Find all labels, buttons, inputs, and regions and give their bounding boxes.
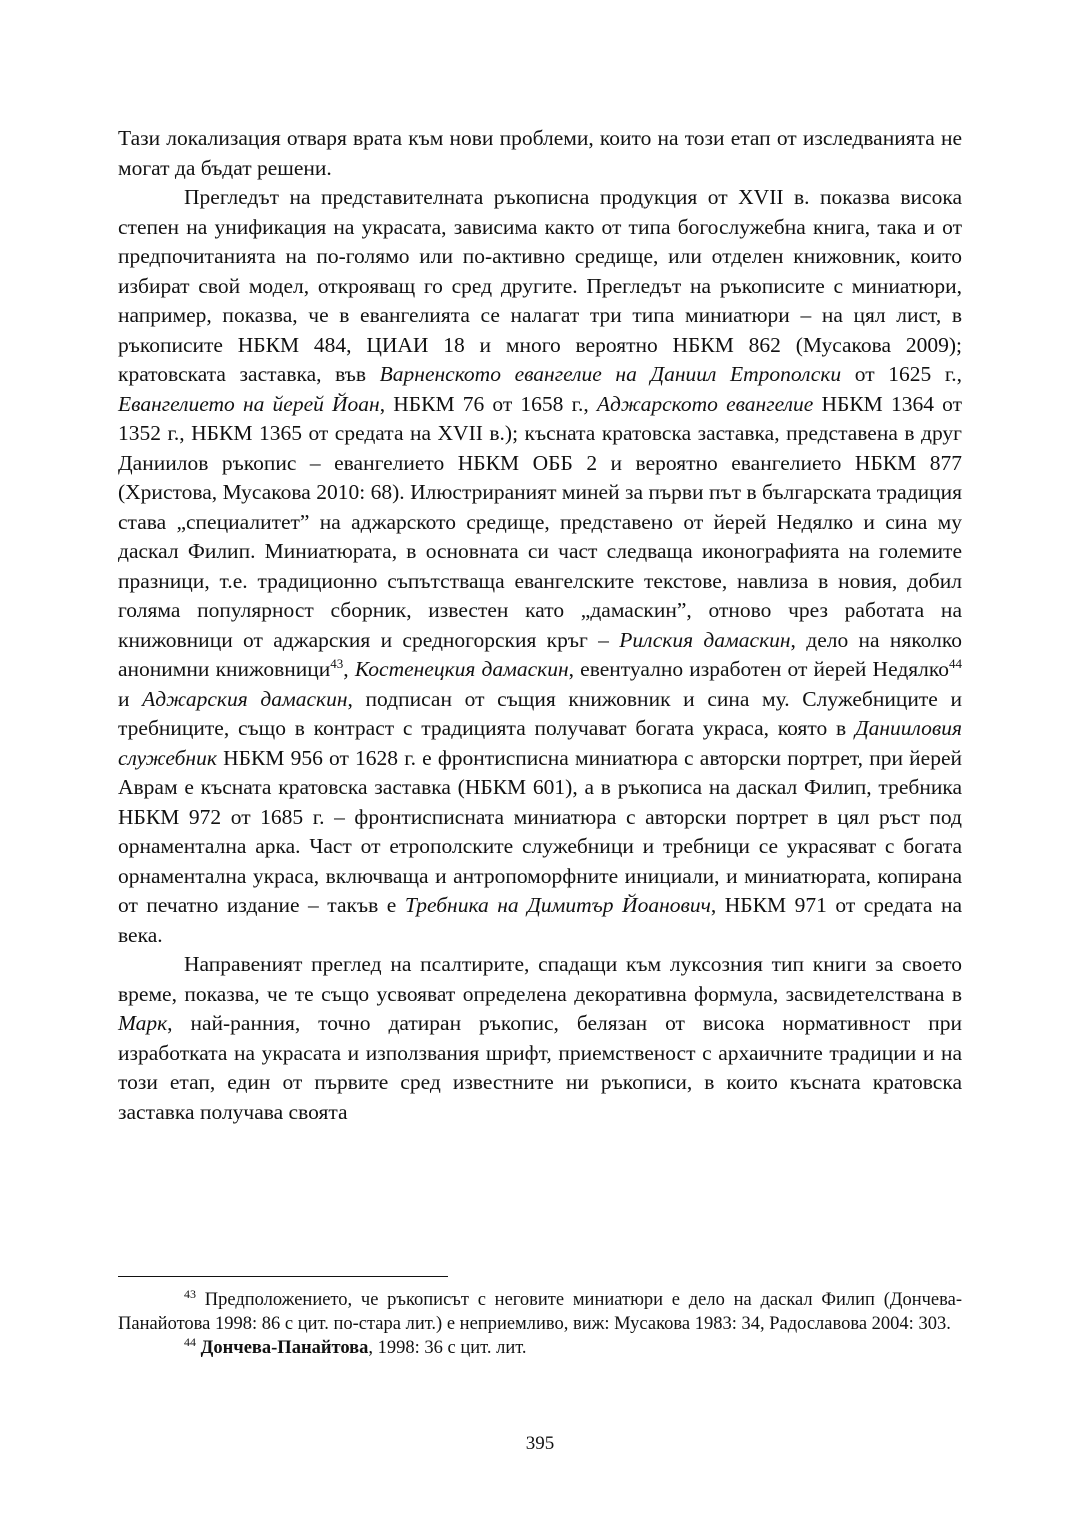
footnotes (118, 1288, 962, 1360)
text-run: и (118, 686, 143, 711)
text-run: , най-ранния, точно датиран ръкопис, белязан от висока нормативност при изработката на украсата и използвания шрифт, приемственост с архаичните традиции и на този етап, един от първите сред известните ни ръкописи, в които късната кратовска заставка получава своята (118, 1011, 962, 1124)
text-run: НБКМ 956 от 1628 г. е фронтисписна миниатюра с авторски портрет, при йерей Аврам е късната кратовска заставка (НБКМ 601), а в ръкописа на даскал Филип, требника НБКМ 972 от 1685 г. – фронтисписната миниатюра с авторски портрет в цял ръст под орнаментална арка. Част от етрополските служебници и требници се украсяват с богата орнаментална украса, включваща и антропоморфните инициали, и миниатюрата, копирана от печатно издание – такъв е (118, 745, 962, 917)
footnote-ref: 44 (184, 1334, 196, 1349)
italic-title: Варненското евангелие на Даниил Етрополски (379, 362, 842, 386)
italic-title: Евангелието на йерей Йоан (118, 391, 380, 416)
bold-author: Дончева-Панайтова (200, 1338, 369, 1358)
page-number: 395 (525, 1433, 555, 1454)
footnote-44 (118, 1336, 962, 1360)
document-page (118, 124, 962, 1127)
footnote-ref: 44 (948, 655, 962, 671)
text-run: Направеният преглед на псалтирите, спадащи към луксозния тип книги за своето време, показва, че те също усвояват определена декоративна формула, засвидетелствана в (118, 952, 962, 1006)
text-run: , евентуално изработен от йерей Недялко (568, 657, 949, 681)
text-run: , (343, 657, 355, 681)
italic-title: Аджарското евангелие (596, 391, 814, 416)
footnote-separator (118, 1276, 448, 1277)
text-run: НБКМ 1364 от 1352 г., НБКМ 1365 от средата на XVII в.); късната кратовска заставка, представена в друг Даниилов ръкопис – евангелието НБКМ ОББ 2 и вероятно евангелието НБКМ 877 (Христова, Мусакова 2010: 68). Илюстрираният миней за първи път в българската традиция става „специалитет” на аджарското средище, представено от йерей Недялко и сина му даскал Филип. Миниатюрата, в основната си част следваща иконографията на големите празници, т.е. традиционно съпътстваща евангелските текстове, навлиза в новия, добил голяма популярност сборник, известен като „дамаскин”, отново чрез работата на книжовници от аджарския и средногорския кръг – (118, 391, 962, 652)
italic-title: Костенецкия дамаскин (354, 657, 569, 681)
text-run: , НБКМ 76 от 1658 г., (379, 391, 597, 416)
paragraph-3 (118, 950, 962, 1127)
footnote-ref: 43 (330, 655, 344, 671)
text-run: Тази локализация отваря врата към нови проблеми, които на този етап от изследванията не могат да бъдат решени. (118, 126, 962, 180)
footnote-43 (118, 1288, 962, 1336)
italic-title: Данииловия служебник (118, 716, 962, 770)
italic-title: Требника на Димитър Йоанович (404, 893, 711, 917)
body-text (118, 124, 962, 1127)
text-run: , НБКМ 971 от средата на века. (118, 893, 962, 947)
text-run: Предположението, че ръкописът с неговите миниатюри е дело на даскал Филип (Дончева-Панайотова 1998: 86 с цит. по-стара лит.) е неприемливо, виж: Мусакова 1983: 34, Радославова 2004: 303. (118, 1290, 962, 1334)
text-run: , 1998: 36 с цит. лит. (368, 1338, 527, 1358)
italic-title: Марк (118, 1011, 168, 1035)
italic-title: Аджарския дамаскин (142, 686, 348, 711)
paragraph-1 (118, 124, 962, 183)
footnote-ref: 43 (184, 1286, 196, 1301)
text-run: , дело на няколко анонимни книжовници (118, 627, 962, 681)
paragraph-2 (118, 183, 962, 950)
text-run: , подписан от същия книжовник и сина му. Служебниците и требниците, също в контраст с традицията получават богата украса, която в (118, 686, 962, 740)
text-run: от 1625 г., (841, 362, 962, 386)
italic-title: Рилския дамаскин (619, 627, 791, 652)
text-run: Прегледът на представителната ръкописна продукция от XVII в. показва висока степен на унификация на украсата, зависима както от типа богослужебна книга, така и от предпочитанията на по-голямо или по-активно средище, или отделен книжовник, които избират свой модел, открояващ го сред другите. Прегледът на ръкописите с миниатюри, например, показва, че в евангелията се налагат три типа миниатюри – на цял лист, в ръкописите НБКМ 484, ЦИАИ 18 и много вероятно НБКМ 862 (Мусакова 2009); кратовската заставка, във (118, 185, 962, 386)
